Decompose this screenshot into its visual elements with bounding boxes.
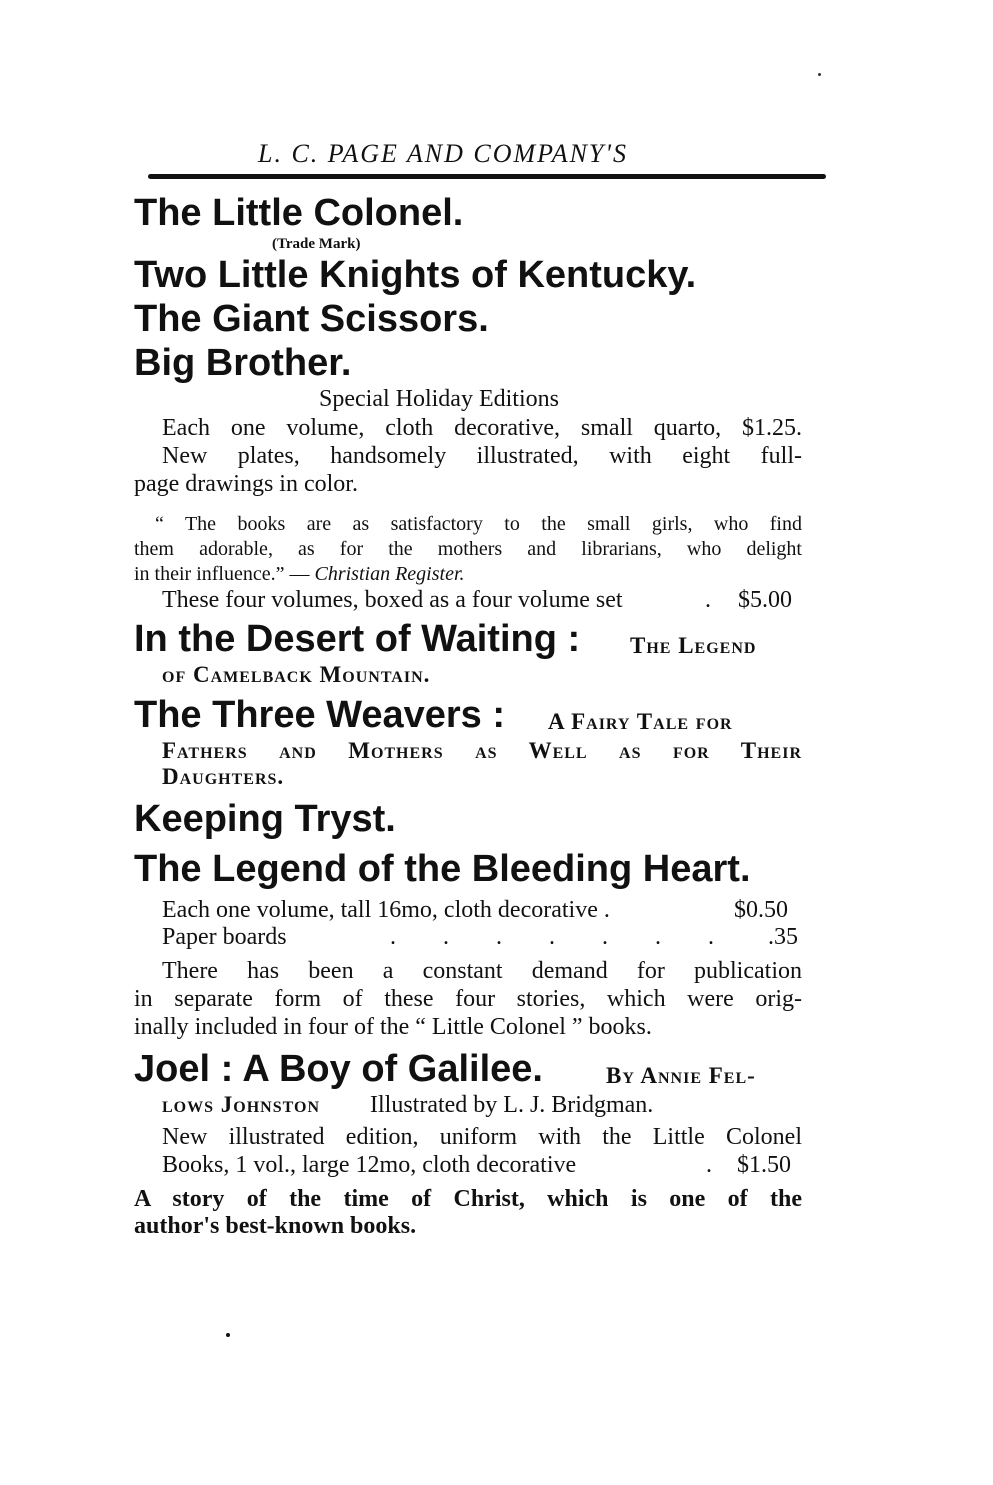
subtitle-weavers: A Fairy Tale for [548,709,733,734]
price-line: Paper boards [162,924,287,950]
header-rule [148,174,826,179]
price-value: .35 [768,924,798,950]
page-speck [226,1333,230,1337]
speck [818,73,821,76]
title-two-little-knights: Two Little Knights of Kentucky. [134,254,697,296]
quote-line-last [134,563,465,586]
trade-mark-note: (Trade Mark) [272,236,361,252]
title-giant-scissors: The Giant Scissors. [134,298,489,340]
title-joel: Joel : A Boy of Galilee. [134,1048,543,1090]
joel-price: $1.50 [737,1152,791,1178]
desc-line: New plates, handsomely illustrated, with eight full- [162,443,802,469]
desc-line: in separate form of these four stories, which were orig- [134,986,802,1012]
price-value: $0.50 [734,897,788,923]
subtitle-desert-cont: of Camelback Mountain. [162,662,431,687]
title-keeping-tryst: Keeping Tryst. [134,798,396,840]
quote-line: them adorable, as for the mothers and librarians, who delight [134,538,802,560]
subtitle-desert: The Legend [630,633,757,658]
running-head: L. C. PAGE AND COMPANY'S [258,139,628,168]
desc-line: page drawings in color. [134,471,358,497]
desc-line: inally included in four of the “ Little Colonel ” books. [134,1014,652,1040]
price-line: Each one volume, tall 16mo, cloth decorative . [162,897,610,923]
author-line: By Annie Fel- [606,1063,756,1088]
author-line-cont: lows Johnston [162,1092,320,1117]
quote-source: Christian Register. [314,563,465,585]
set-line: These four volumes, boxed as a four volume set [162,587,623,613]
desc-line: author's best-known books. [134,1213,417,1239]
title-bleeding-heart: The Legend of the Bleeding Heart. [134,848,751,890]
edition-line: Books, 1 vol., large 12mo, cloth decorative [162,1152,577,1178]
desc-line: Each one volume, cloth decorative, small quarto, $1.25. [162,415,802,441]
title-big-brother: Big Brother. [134,342,352,384]
title-little-colonel: The Little Colonel. [134,192,464,234]
desc-line: A story of the time of Christ, which is one of the [134,1186,802,1212]
illustrator-line: Illustrated by L. J. Bridgman. [370,1092,654,1118]
quote-text: in their influence.” — [134,563,315,585]
edition-label: Special Holiday Editions [319,386,559,412]
leader-dot: . [705,587,711,613]
edition-line: New illustrated edition, uniform with the Little Colonel [162,1124,802,1150]
leader-dots: ....... [390,924,761,950]
title-desert-of-waiting: In the Desert of Waiting : [134,618,581,660]
subtitle-weavers-cont: Fathers and Mothers as Well as for Their [162,738,802,763]
leader-dot: . [706,1152,712,1178]
subtitle-weavers-end: Daughters. [162,764,285,789]
quote-line: “ The books are as satisfactory to the small girls, who find [155,513,802,535]
desc-line: There has been a constant demand for publication [162,958,802,984]
title-three-weavers: The Three Weavers : [134,694,506,736]
set-price: $5.00 [738,587,792,613]
